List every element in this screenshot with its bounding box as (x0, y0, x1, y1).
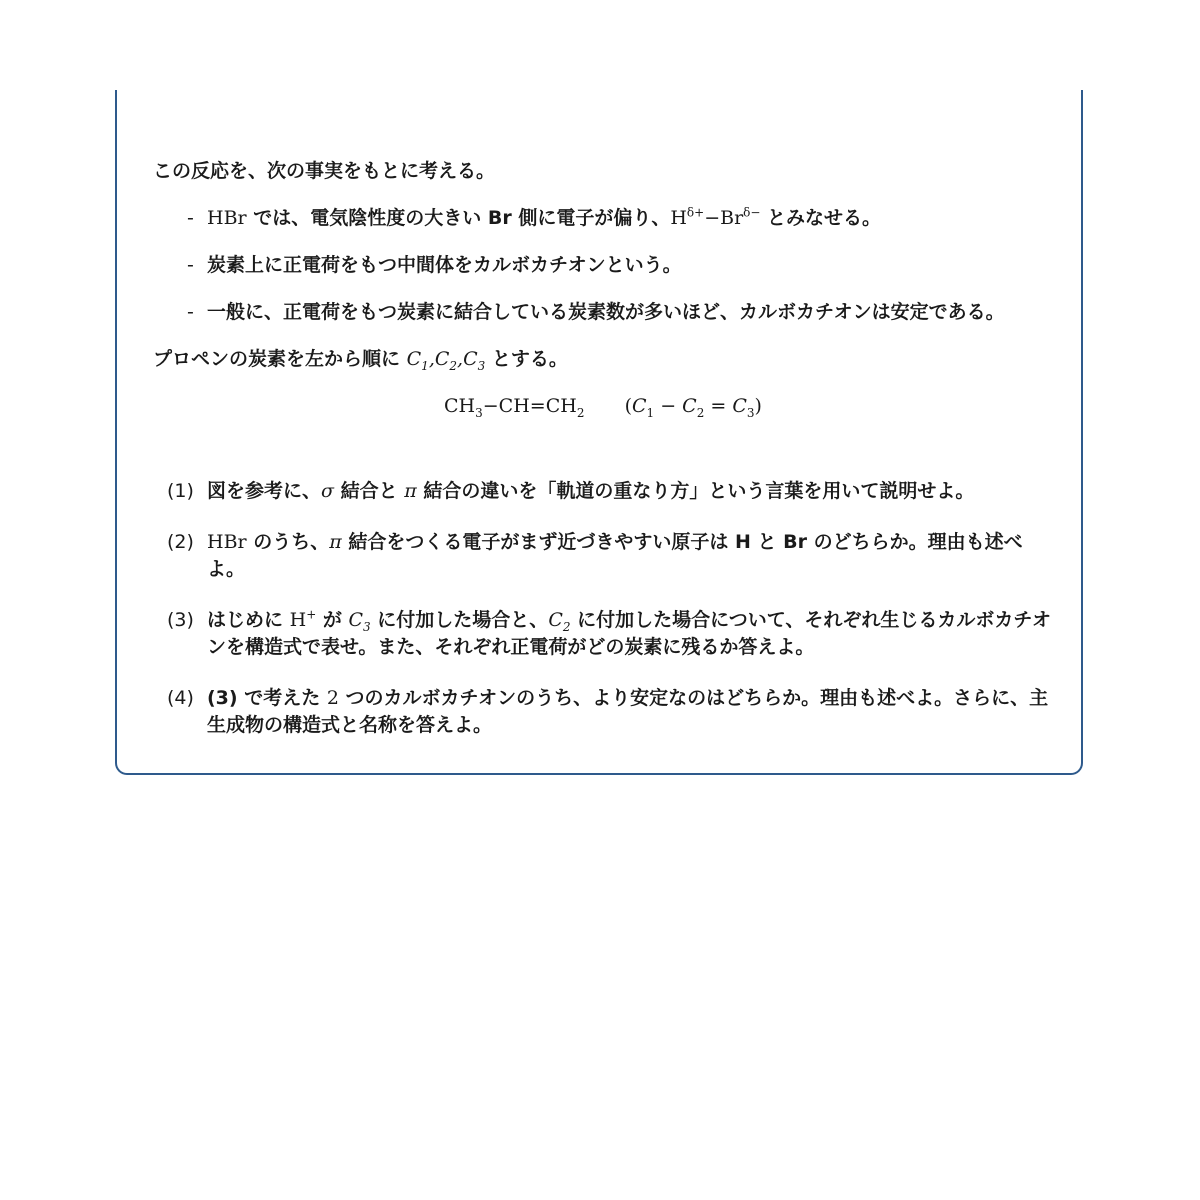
polarized-hbr: $H^{\delta+}-Br^{\delta-}$ (670, 205, 761, 229)
pi-symbol: π (329, 531, 342, 553)
question-number: (2) (167, 531, 194, 553)
pi-symbol: π (404, 480, 417, 502)
carbon-numbering: プロペンの炭素を左から順に $C_1,C_2,C_3$ とする。 (153, 348, 568, 373)
intro-text: この反応を、次の事実をもとに考える。 (153, 160, 496, 182)
fact-text: 一般に、正電荷をもつ炭素に結合している炭素数が多いほど、カルボカチオンは安定である。 (207, 301, 1005, 323)
fact-item-carbocation (153, 252, 1053, 279)
fact-text: とみなせる。 (760, 207, 882, 229)
question-4: (4) (3) で考えた 2 つのカルボカチオンのうち、より安定なのはどちらか。理由も述べよ。さらに、主生成物の構造式と名称を答えよ。 (167, 687, 1049, 736)
question-1: (1) 図を参考に、σ 結合と π 結合の違いを「軌道の重なり方」という言葉を用いて説明せよ。 (153, 478, 1053, 505)
list-dash: - (187, 254, 194, 276)
hbr-formula: HBr (207, 207, 247, 229)
fact-item-stability (153, 299, 1053, 326)
fact-text: では、電気陰性度の大きい Br 側に電子が偏り、 (246, 207, 671, 229)
proton-symbol: H+ (289, 607, 317, 631)
carbon-c3: $C_3$ (348, 609, 371, 634)
delta-minus: δ− (743, 205, 761, 220)
carbon-labels: $C_1,C_2,C_3$ (406, 348, 486, 373)
fact-item-hbr-polarity (153, 205, 1053, 232)
question-2: (2) HBr のうち、π 結合をつくる電子がまず近づきやすい原子は H と Br のどちらか。理由も述べよ。 (167, 531, 1023, 580)
hbr-formula: HBr (207, 531, 247, 553)
delta-plus: δ+ (686, 205, 705, 220)
question-number: (1) (167, 480, 194, 502)
list-dash: - (187, 301, 194, 323)
propene-formula: $CH_3-CH=CH_2$ $(C_1 - C_2 = C_3)$ (444, 395, 762, 420)
question-3: (3) はじめに H+ が $C_3$ に付加した場合と、$C_2$ に付加した場合について、それぞれ生じるカルボカチオンを構造式で表せ。また、それぞれ正電荷がどの炭素に残るか答えよ。 (167, 607, 1051, 658)
fact-text: 炭素上に正電荷をもつ中間体をカルボカチオンという。 (207, 254, 682, 276)
list-dash: - (187, 207, 194, 229)
carbon-c2: $C_2$ (548, 609, 571, 634)
question-number: (3) (167, 609, 194, 631)
problem-card (115, 90, 1083, 775)
problem-content (153, 158, 1053, 763)
sigma-symbol: σ (321, 480, 334, 502)
facts-list (153, 205, 1053, 326)
question-number: (4) (167, 687, 194, 709)
